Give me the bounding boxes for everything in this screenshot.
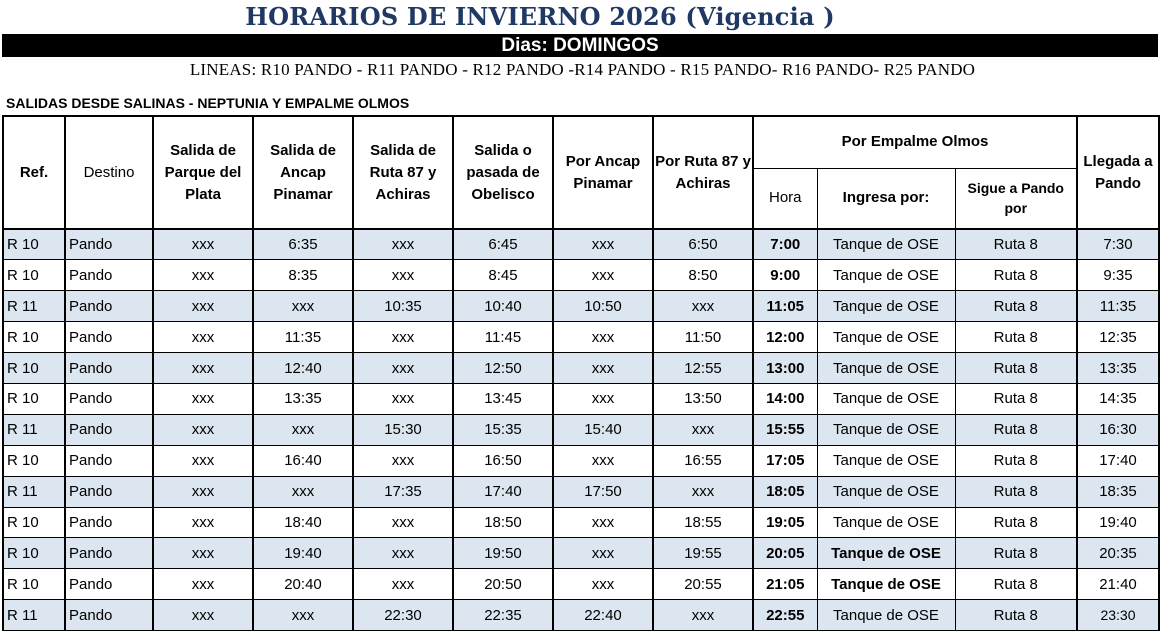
cell-salida-ruta87: 17:35 [353, 476, 453, 507]
cell-destino: Pando [65, 600, 153, 631]
header-ingresa: Ingresa por: [817, 168, 955, 229]
cell-por-ruta87: 12:55 [653, 353, 753, 384]
section-heading: SALIDAS DESDE SALINAS - NEPTUNIA Y EMPALME OLMOS [6, 95, 410, 111]
cell-salida-obelisco: 15:35 [453, 414, 553, 445]
cell-salida-ruta87: xxx [353, 322, 453, 353]
cell-por-ruta87: 20:55 [653, 569, 753, 600]
cell-salida-parque: xxx [153, 476, 253, 507]
cell-hora: 15:55 [753, 414, 817, 445]
cell-salida-parque: xxx [153, 569, 253, 600]
header-empalme-olmos: Por Empalme Olmos [753, 116, 1077, 168]
cell-ref: R 10 [3, 507, 65, 538]
cell-destino: Pando [65, 445, 153, 476]
table-row [3, 569, 1159, 600]
cell-salida-parque: xxx [153, 445, 253, 476]
cell-ref: R 11 [3, 291, 65, 322]
cell-hora: 14:00 [753, 383, 817, 414]
cell-salida-obelisco: 19:50 [453, 538, 553, 569]
cell-por-ancap: 10:50 [553, 291, 653, 322]
cell-destino: Pando [65, 291, 153, 322]
cell-hora: 22:55 [753, 600, 817, 631]
cell-por-ancap: 22:40 [553, 600, 653, 631]
cell-ingresa: Tanque de OSE [817, 538, 955, 569]
cell-salida-ruta87: xxx [353, 445, 453, 476]
cell-salida-ancap: 8:35 [253, 260, 353, 291]
days-banner: Dias: DOMINGOS [2, 34, 1158, 57]
cell-hora: 11:05 [753, 291, 817, 322]
cell-por-ruta87: 13:50 [653, 383, 753, 414]
header-destino: Destino [65, 116, 153, 229]
cell-por-ruta87: xxx [653, 414, 753, 445]
cell-por-ruta87: xxx [653, 291, 753, 322]
cell-salida-parque: xxx [153, 414, 253, 445]
cell-ref: R 10 [3, 569, 65, 600]
cell-hora: 21:05 [753, 569, 817, 600]
table-row [3, 229, 1159, 260]
cell-por-ancap: xxx [553, 507, 653, 538]
cell-por-ruta87: 8:50 [653, 260, 753, 291]
cell-sigue: Ruta 8 [955, 476, 1077, 507]
cell-ingresa: Tanque de OSE [817, 383, 955, 414]
cell-ingresa: Tanque de OSE [817, 569, 955, 600]
cell-salida-ancap: 11:35 [253, 322, 353, 353]
cell-ingresa: Tanque de OSE [817, 414, 955, 445]
cell-por-ruta87: xxx [653, 600, 753, 631]
cell-sigue: Ruta 8 [955, 353, 1077, 384]
cell-por-ancap: xxx [553, 229, 653, 260]
cell-por-ancap: 17:50 [553, 476, 653, 507]
table-row [3, 476, 1159, 507]
cell-por-ancap: xxx [553, 260, 653, 291]
cell-llegada: 16:30 [1077, 414, 1159, 445]
cell-destino: Pando [65, 383, 153, 414]
cell-destino: Pando [65, 507, 153, 538]
cell-salida-obelisco: 11:45 [453, 322, 553, 353]
header-salida-ruta87: Salida de Ruta 87 y Achiras [353, 116, 453, 229]
cell-ref: R 10 [3, 538, 65, 569]
cell-ingresa: Tanque de OSE [817, 476, 955, 507]
cell-hora: 13:00 [753, 353, 817, 384]
cell-salida-parque: xxx [153, 507, 253, 538]
cell-destino: Pando [65, 260, 153, 291]
cell-sigue: Ruta 8 [955, 600, 1077, 631]
cell-salida-ancap: 19:40 [253, 538, 353, 569]
cell-ingresa: Tanque de OSE [817, 600, 955, 631]
cell-sigue: Ruta 8 [955, 322, 1077, 353]
cell-hora: 17:05 [753, 445, 817, 476]
cell-por-ruta87: 16:55 [653, 445, 753, 476]
cell-hora: 12:00 [753, 322, 817, 353]
cell-llegada: 13:35 [1077, 353, 1159, 384]
cell-salida-ruta87: xxx [353, 538, 453, 569]
header-salida-ancap: Salida de Ancap Pinamar [253, 116, 353, 229]
table-row [3, 600, 1159, 631]
cell-ref: R 10 [3, 229, 65, 260]
header-llegada: Llegada a Pando [1077, 116, 1159, 229]
cell-por-ancap: xxx [553, 353, 653, 384]
cell-salida-ancap: 13:35 [253, 383, 353, 414]
cell-ingresa: Tanque de OSE [817, 445, 955, 476]
cell-salida-ruta87: xxx [353, 353, 453, 384]
cell-salida-obelisco: 12:50 [453, 353, 553, 384]
cell-salida-ancap: 16:40 [253, 445, 353, 476]
cell-ref: R 10 [3, 383, 65, 414]
table-row [3, 445, 1159, 476]
cell-ref: R 11 [3, 414, 65, 445]
cell-salida-ruta87: xxx [353, 260, 453, 291]
header-sigue: Sigue a Pando por [955, 168, 1077, 229]
cell-destino: Pando [65, 353, 153, 384]
cell-salida-ancap: xxx [253, 291, 353, 322]
cell-sigue: Ruta 8 [955, 538, 1077, 569]
cell-hora: 18:05 [753, 476, 817, 507]
cell-salida-obelisco: 17:40 [453, 476, 553, 507]
cell-ref: R 11 [3, 600, 65, 631]
cell-salida-ruta87: xxx [353, 383, 453, 414]
cell-salida-obelisco: 20:50 [453, 569, 553, 600]
cell-salida-ancap: 6:35 [253, 229, 353, 260]
cell-salida-ruta87: 22:30 [353, 600, 453, 631]
table-row [3, 260, 1159, 291]
cell-por-ancap: xxx [553, 383, 653, 414]
lines-subtitle: LINEAS: R10 PANDO - R11 PANDO - R12 PANDO -R14 PANDO - R15 PANDO- R16 PANDO- R25 PANDO [189, 60, 976, 79]
header-por-ruta87: Por Ruta 87 y Achiras [653, 116, 753, 229]
cell-salida-parque: xxx [153, 538, 253, 569]
cell-hora: 7:00 [753, 229, 817, 260]
cell-llegada: 17:40 [1077, 445, 1159, 476]
cell-salida-ancap: 20:40 [253, 569, 353, 600]
schedule-table [2, 115, 1160, 631]
cell-por-ancap: xxx [553, 569, 653, 600]
cell-por-ruta87: 19:55 [653, 538, 753, 569]
cell-salida-obelisco: 6:45 [453, 229, 553, 260]
cell-salida-ancap: 12:40 [253, 353, 353, 384]
cell-por-ruta87: 18:55 [653, 507, 753, 538]
cell-llegada: 23:30 [1077, 600, 1159, 631]
cell-por-ancap: xxx [553, 538, 653, 569]
cell-por-ruta87: 6:50 [653, 229, 753, 260]
table-row [3, 507, 1159, 538]
cell-llegada: 7:30 [1077, 229, 1159, 260]
table-row [3, 383, 1159, 414]
header-salida-parque: Salida de Parque del Plata [153, 116, 253, 229]
cell-ingresa: Tanque de OSE [817, 507, 955, 538]
cell-llegada: 20:35 [1077, 538, 1159, 569]
cell-salida-ancap: xxx [253, 600, 353, 631]
cell-salida-parque: xxx [153, 322, 253, 353]
cell-salida-obelisco: 8:45 [453, 260, 553, 291]
cell-salida-parque: xxx [153, 229, 253, 260]
cell-sigue: Ruta 8 [955, 414, 1077, 445]
cell-llegada: 12:35 [1077, 322, 1159, 353]
cell-llegada: 19:40 [1077, 507, 1159, 538]
cell-hora: 20:05 [753, 538, 817, 569]
cell-destino: Pando [65, 476, 153, 507]
cell-salida-ruta87: 15:30 [353, 414, 453, 445]
cell-sigue: Ruta 8 [955, 383, 1077, 414]
cell-salida-obelisco: 22:35 [453, 600, 553, 631]
cell-ref: R 10 [3, 353, 65, 384]
table-row [3, 353, 1159, 384]
cell-ref: R 10 [3, 260, 65, 291]
cell-hora: 19:05 [753, 507, 817, 538]
cell-ingresa: Tanque de OSE [817, 291, 955, 322]
cell-llegada: 18:35 [1077, 476, 1159, 507]
table-row [3, 291, 1159, 322]
cell-por-ancap: xxx [553, 445, 653, 476]
cell-salida-ruta87: xxx [353, 569, 453, 600]
cell-hora: 9:00 [753, 260, 817, 291]
cell-ref: R 10 [3, 445, 65, 476]
cell-destino: Pando [65, 229, 153, 260]
cell-por-ancap: xxx [553, 322, 653, 353]
cell-sigue: Ruta 8 [955, 291, 1077, 322]
cell-salida-ancap: 18:40 [253, 507, 353, 538]
cell-llegada: 21:40 [1077, 569, 1159, 600]
cell-destino: Pando [65, 322, 153, 353]
cell-llegada: 14:35 [1077, 383, 1159, 414]
cell-salida-obelisco: 16:50 [453, 445, 553, 476]
cell-salida-obelisco: 18:50 [453, 507, 553, 538]
cell-ingresa: Tanque de OSE [817, 260, 955, 291]
cell-destino: Pando [65, 414, 153, 445]
cell-sigue: Ruta 8 [955, 229, 1077, 260]
cell-salida-ancap: xxx [253, 414, 353, 445]
cell-sigue: Ruta 8 [955, 260, 1077, 291]
cell-por-ancap: 15:40 [553, 414, 653, 445]
cell-por-ruta87: 11:50 [653, 322, 753, 353]
table-row [3, 414, 1159, 445]
cell-salida-ruta87: 10:35 [353, 291, 453, 322]
cell-ingresa: Tanque de OSE [817, 353, 955, 384]
header-por-ancap: Por Ancap Pinamar [553, 116, 653, 229]
cell-salida-parque: xxx [153, 353, 253, 384]
cell-salida-obelisco: 10:40 [453, 291, 553, 322]
cell-llegada: 11:35 [1077, 291, 1159, 322]
cell-destino: Pando [65, 569, 153, 600]
cell-salida-parque: xxx [153, 383, 253, 414]
cell-salida-parque: xxx [153, 291, 253, 322]
header-ref: Ref. [3, 116, 65, 229]
table-row [3, 538, 1159, 569]
cell-ingresa: Tanque de OSE [817, 322, 955, 353]
cell-por-ruta87: xxx [653, 476, 753, 507]
cell-salida-ancap: xxx [253, 476, 353, 507]
cell-salida-ruta87: xxx [353, 229, 453, 260]
cell-salida-obelisco: 13:45 [453, 383, 553, 414]
cell-sigue: Ruta 8 [955, 569, 1077, 600]
cell-salida-ruta87: xxx [353, 507, 453, 538]
cell-salida-parque: xxx [153, 600, 253, 631]
header-salida-obelisco: Salida o pasada de Obelisco [453, 116, 553, 229]
cell-ingresa: Tanque de OSE [817, 229, 955, 260]
cell-ref: R 10 [3, 322, 65, 353]
cell-sigue: Ruta 8 [955, 445, 1077, 476]
cell-ref: R 11 [3, 476, 65, 507]
page-title: HORARIOS DE INVIERNO 2026 (Vigencia ) [245, 2, 835, 31]
table-row [3, 322, 1159, 353]
cell-llegada: 9:35 [1077, 260, 1159, 291]
cell-salida-parque: xxx [153, 260, 253, 291]
cell-destino: Pando [65, 538, 153, 569]
header-hora: Hora [753, 168, 817, 229]
cell-sigue: Ruta 8 [955, 507, 1077, 538]
